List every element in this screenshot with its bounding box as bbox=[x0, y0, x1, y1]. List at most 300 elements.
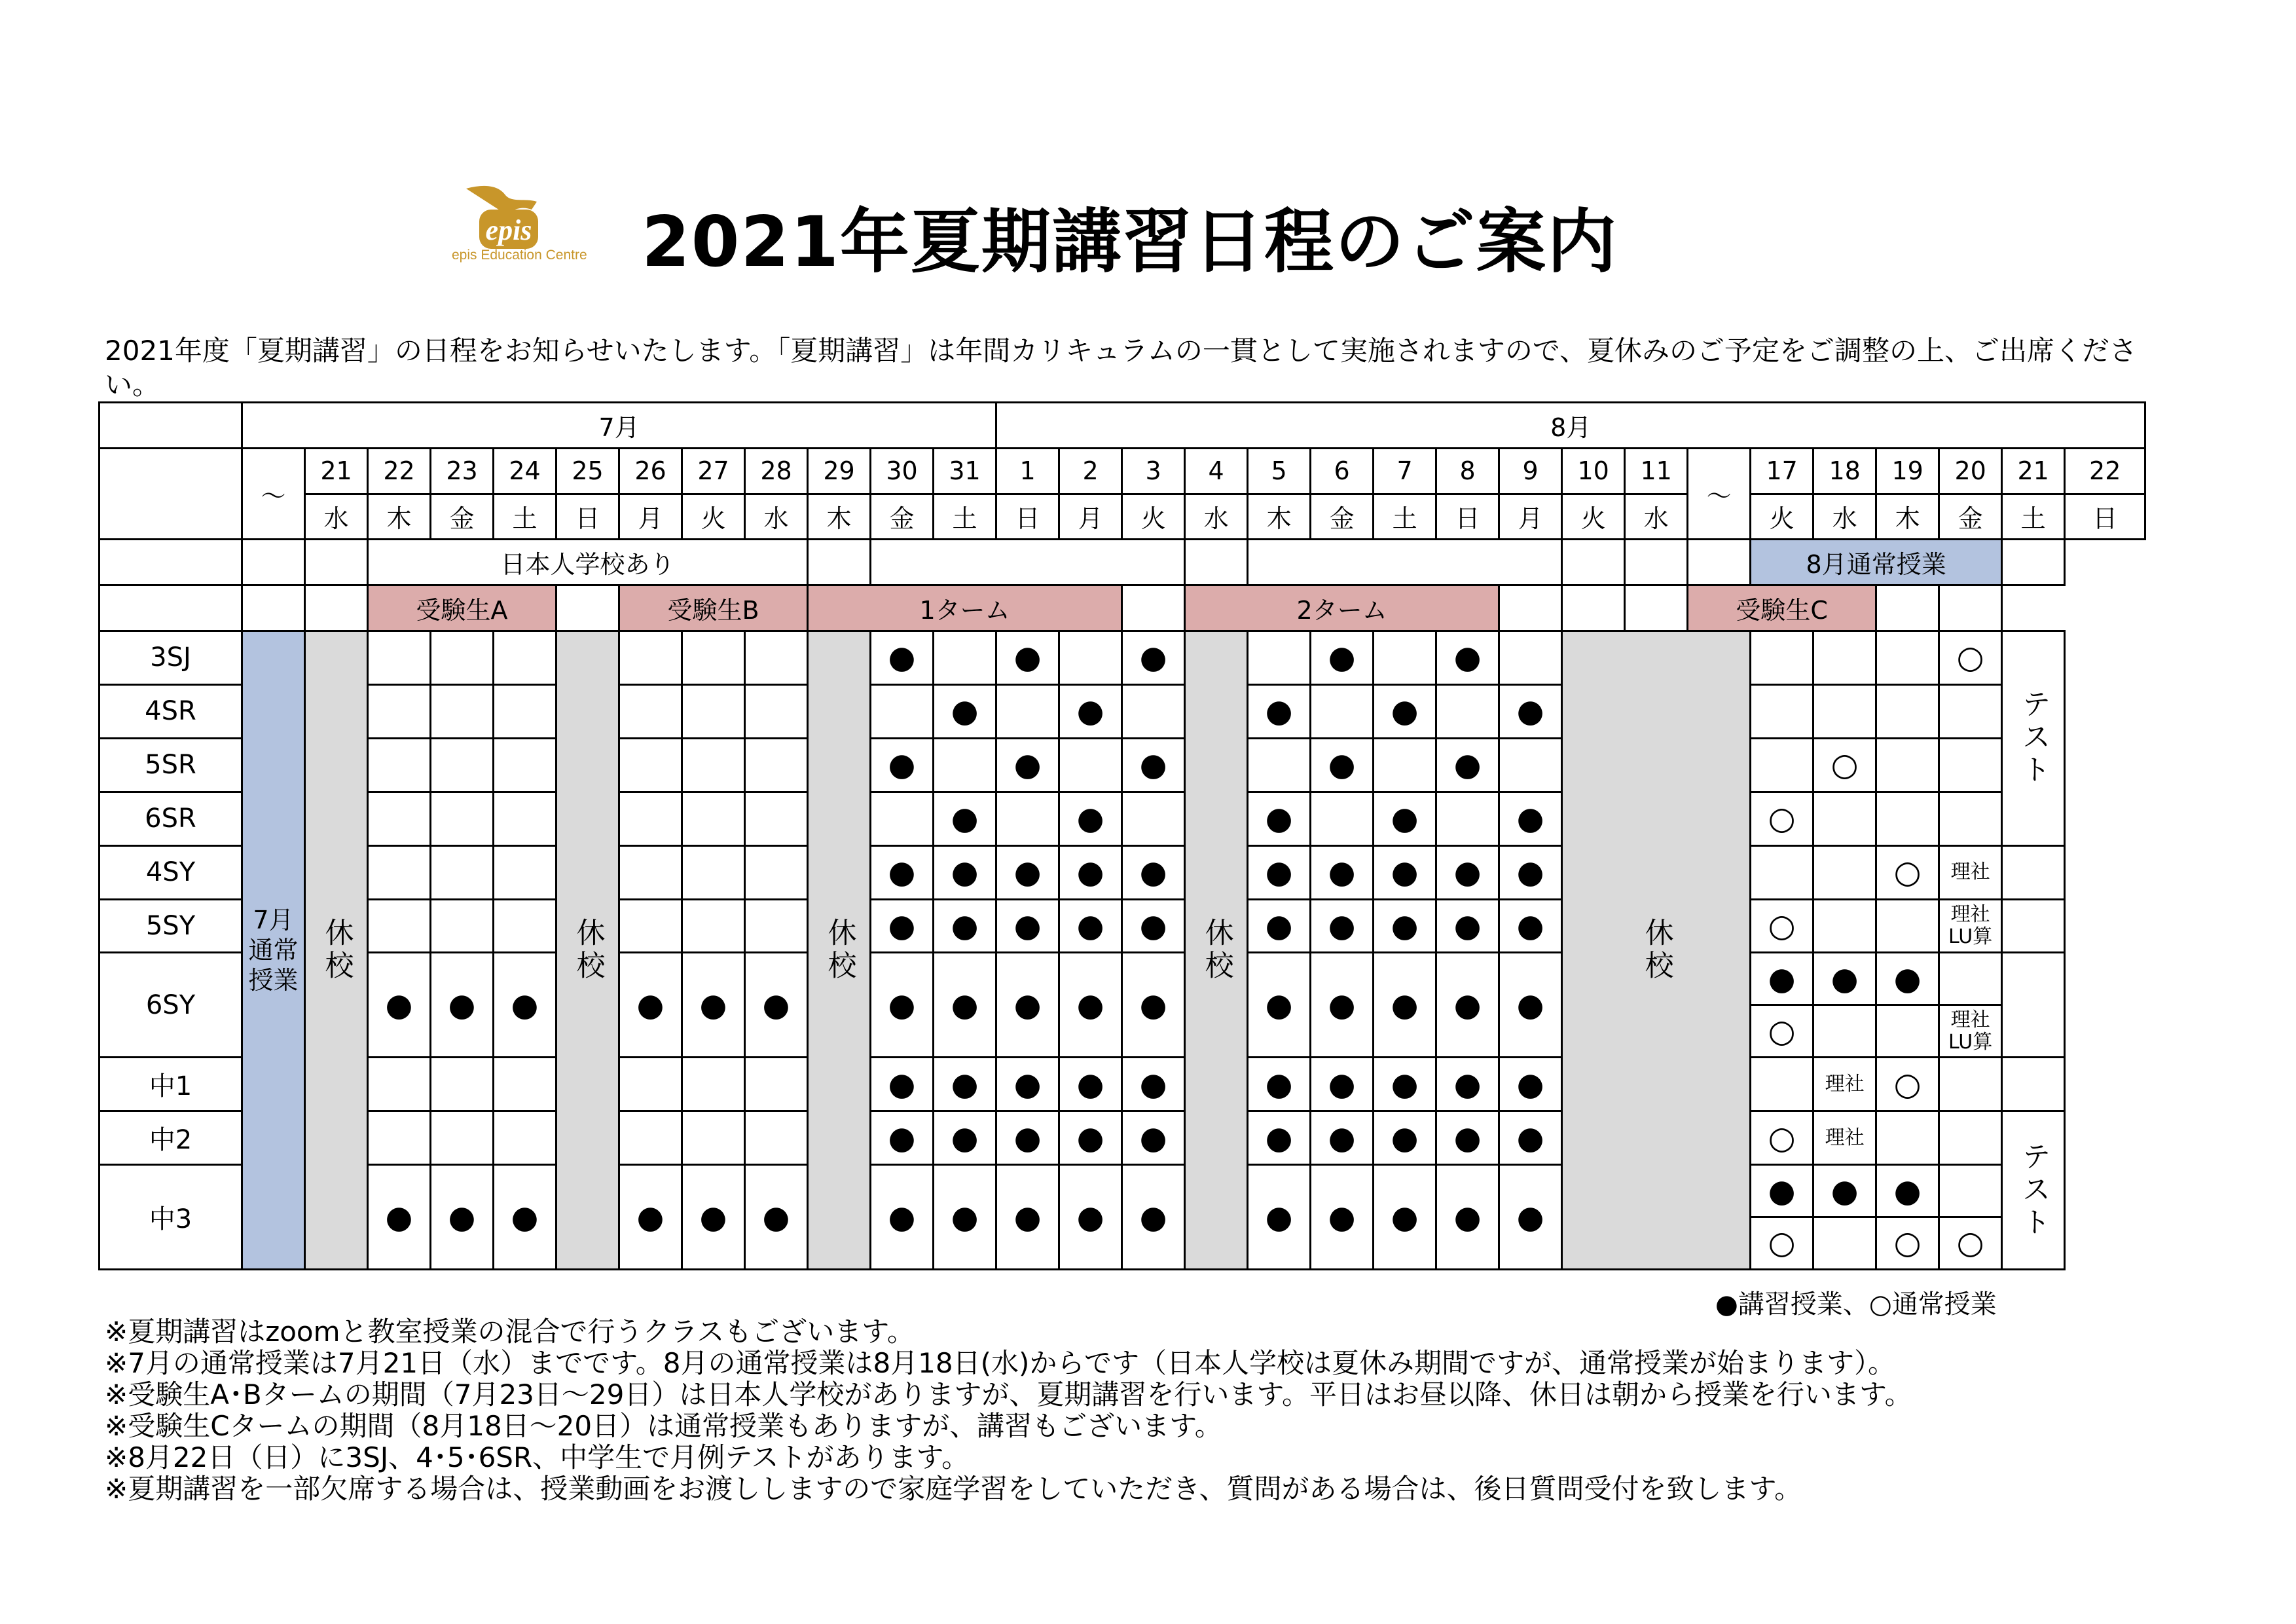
lesson-cell bbox=[619, 899, 682, 953]
weekday-cell: 金 bbox=[1311, 494, 1374, 540]
date-cell: 30 bbox=[871, 448, 934, 494]
c-term-cell bbox=[1939, 738, 2002, 792]
lesson-cell: ● bbox=[619, 953, 682, 1058]
lesson-cell: ● bbox=[996, 953, 1059, 1058]
lesson-cell: ● bbox=[1059, 684, 1122, 738]
weekday-cell: 木 bbox=[808, 494, 871, 540]
weekday-cell: 金 bbox=[431, 494, 494, 540]
lesson-cell: ● bbox=[1374, 1165, 1436, 1270]
lesson-cell bbox=[1122, 684, 1185, 738]
lesson-cell bbox=[745, 845, 808, 899]
table-cell bbox=[100, 585, 242, 631]
table-cell bbox=[1939, 585, 2002, 631]
c-term-cell bbox=[1751, 738, 1813, 792]
table-cell bbox=[305, 585, 368, 631]
lesson-cell bbox=[368, 684, 431, 738]
weekday-cell: 木 bbox=[1248, 494, 1311, 540]
month-july: 7月 bbox=[242, 403, 996, 449]
weekday-cell: 水 bbox=[1625, 494, 1688, 540]
lesson-cell bbox=[494, 738, 556, 792]
schedule-table bbox=[98, 401, 2146, 1270]
lesson-cell bbox=[368, 631, 431, 684]
lesson-cell bbox=[745, 1058, 808, 1111]
date-cell: 29 bbox=[808, 448, 871, 494]
lesson-cell: ● bbox=[1248, 1058, 1311, 1111]
lesson-cell bbox=[745, 738, 808, 792]
c-term-cell bbox=[1939, 1111, 2002, 1165]
c-term-cell: ● bbox=[1876, 953, 1939, 1005]
lesson-cell: ● bbox=[934, 845, 996, 899]
weekday-cell: 土 bbox=[934, 494, 996, 540]
weekday-cell: 月 bbox=[1059, 494, 1122, 540]
lesson-cell: ● bbox=[1499, 953, 1562, 1058]
lesson-cell: ● bbox=[1122, 631, 1185, 684]
svg-text:epis: epis bbox=[485, 214, 532, 246]
lesson-cell: ● bbox=[1248, 899, 1311, 953]
lesson-cell: ● bbox=[1248, 1165, 1311, 1270]
lesson-cell bbox=[619, 792, 682, 845]
logo-wordmark: epis Education Centre bbox=[452, 248, 587, 263]
lesson-cell: ● bbox=[1248, 953, 1311, 1058]
class-name: 4SY bbox=[100, 845, 242, 899]
weekday-cell: 日 bbox=[556, 494, 619, 540]
date-cell: 6 bbox=[1311, 448, 1374, 494]
lesson-cell: ● bbox=[871, 738, 934, 792]
weekday-cell: 月 bbox=[1499, 494, 1562, 540]
lesson-cell bbox=[619, 1058, 682, 1111]
lesson-cell: ● bbox=[871, 1058, 934, 1111]
c-term-cell: ○ bbox=[1751, 792, 1813, 845]
class-name: 3SJ bbox=[100, 631, 242, 684]
lesson-cell: ● bbox=[682, 1165, 745, 1270]
lesson-cell: ● bbox=[1059, 845, 1122, 899]
table-cell bbox=[1625, 585, 1688, 631]
c-term-cell: ○ bbox=[1751, 1005, 1813, 1058]
lesson-cell: ● bbox=[1311, 899, 1374, 953]
table-row bbox=[100, 845, 2145, 899]
lesson-cell: ● bbox=[871, 953, 934, 1058]
lesson-cell bbox=[1436, 684, 1499, 738]
table-cell bbox=[808, 540, 871, 585]
lesson-cell: ● bbox=[1499, 1165, 1562, 1270]
date-cell: 23 bbox=[431, 448, 494, 494]
lesson-cell: ● bbox=[619, 1165, 682, 1270]
weekday-cell: 火 bbox=[682, 494, 745, 540]
lesson-cell: ● bbox=[1311, 631, 1374, 684]
lesson-cell bbox=[934, 738, 996, 792]
c-term-cell bbox=[1876, 1005, 1939, 1058]
lesson-cell bbox=[494, 845, 556, 899]
note-item: ※7月の通常授業は7月21日（水）までです。8月の通常授業は8月18日(水)からです（日本人学校は夏休み期間ですが、通常授業が始まります）。 bbox=[105, 1347, 1895, 1379]
c-term-cell: ○ bbox=[1876, 845, 1939, 899]
closed-cell: 休校 bbox=[808, 631, 871, 1269]
lesson-cell bbox=[682, 1058, 745, 1111]
lesson-cell bbox=[1436, 792, 1499, 845]
lesson-cell: ● bbox=[1311, 1111, 1374, 1165]
lesson-cell: ● bbox=[1122, 738, 1185, 792]
class-name: 中1 bbox=[100, 1058, 242, 1111]
class-name: 6SY bbox=[100, 953, 242, 1058]
c-term-cell bbox=[1813, 1217, 1876, 1269]
weekday-cell: 木 bbox=[1876, 494, 1939, 540]
c-term-cell: ○ bbox=[1876, 1058, 1939, 1111]
weekday-cell: 日 bbox=[2065, 494, 2145, 540]
lesson-cell: ● bbox=[1436, 631, 1499, 684]
c-term-cell: ○ bbox=[1751, 899, 1813, 953]
weekday-cell: 火 bbox=[1122, 494, 1185, 540]
lesson-cell bbox=[682, 684, 745, 738]
c-term-cell bbox=[1939, 1165, 2002, 1217]
lesson-cell: ● bbox=[1059, 953, 1122, 1058]
lesson-cell: ● bbox=[934, 684, 996, 738]
lesson-cell bbox=[368, 845, 431, 899]
lesson-cell: ● bbox=[494, 953, 556, 1058]
c-term-cell: ● bbox=[1876, 1165, 1939, 1217]
lesson-cell: ● bbox=[368, 1165, 431, 1270]
table-row bbox=[100, 448, 2145, 494]
note-item: ※8月22日（日）に3SJ、4･5･6SR、中学生で月例テストがあります。 bbox=[105, 1441, 970, 1473]
c-term-cell bbox=[1939, 1058, 2002, 1111]
note-item: ※夏期講習はzoomと教室授業の混合で行うクラスもございます。 bbox=[105, 1316, 915, 1348]
lesson-cell bbox=[619, 738, 682, 792]
lesson-cell bbox=[494, 1058, 556, 1111]
class-name: 中3 bbox=[100, 1165, 242, 1270]
lesson-cell: ● bbox=[1499, 1058, 1562, 1111]
lesson-cell bbox=[682, 792, 745, 845]
date-cell: 2 bbox=[1059, 448, 1122, 494]
lesson-cell: ● bbox=[1374, 684, 1436, 738]
lesson-cell: ● bbox=[745, 1165, 808, 1270]
table-cell bbox=[1248, 540, 1562, 585]
lesson-cell bbox=[1499, 631, 1562, 684]
lesson-cell: ● bbox=[1122, 845, 1185, 899]
lesson-cell: ● bbox=[1248, 792, 1311, 845]
lesson-cell: ● bbox=[1059, 1165, 1122, 1270]
table-row bbox=[100, 953, 2145, 1005]
lesson-cell: ● bbox=[996, 631, 1059, 684]
c-term-cell bbox=[1876, 684, 1939, 738]
date-cell: 17 bbox=[1751, 448, 1813, 494]
c-term-cell bbox=[1751, 1058, 1813, 1111]
lesson-cell: ● bbox=[934, 1058, 996, 1111]
lesson-cell: ● bbox=[934, 1111, 996, 1165]
lesson-cell bbox=[619, 631, 682, 684]
lesson-cell: ● bbox=[1499, 899, 1562, 953]
band-juken-a: 受験生A bbox=[368, 585, 556, 631]
lesson-cell: ● bbox=[1499, 684, 1562, 738]
epis-logo bbox=[452, 183, 587, 268]
lesson-cell bbox=[431, 899, 494, 953]
page-title: 2021年夏期講習日程のご案内 bbox=[642, 202, 1618, 282]
table-row bbox=[100, 585, 2145, 631]
table-row bbox=[100, 792, 2145, 845]
note-item: ※受験生A･Bタームの期間（7月23日～29日）は日本人学校がありますが、夏期講習を行います。平日はお昼以降、休日は朝から授業を行います。 bbox=[105, 1378, 1912, 1411]
lesson-cell: ● bbox=[1374, 1111, 1436, 1165]
lesson-cell bbox=[682, 631, 745, 684]
c-term-cell: 理社 LU算 bbox=[1939, 1005, 2002, 1058]
date-cell: 25 bbox=[556, 448, 619, 494]
date-cell: 18 bbox=[1813, 448, 1876, 494]
lesson-cell: ● bbox=[1499, 845, 1562, 899]
lesson-cell: ● bbox=[1122, 1165, 1185, 1270]
table-cell bbox=[1562, 585, 1625, 631]
lesson-cell: ● bbox=[871, 631, 934, 684]
lesson-cell bbox=[934, 631, 996, 684]
c-term-cell bbox=[1939, 684, 2002, 738]
c-term-cell bbox=[1876, 899, 1939, 953]
date-cell: 3 bbox=[1122, 448, 1185, 494]
band-japanese-school: 日本人学校あり bbox=[368, 540, 808, 585]
lesson-cell bbox=[1374, 631, 1436, 684]
table-cell bbox=[242, 585, 305, 631]
date-cell: 21 bbox=[305, 448, 368, 494]
lesson-cell: ● bbox=[1374, 953, 1436, 1058]
legend: ●講習授業、○通常授業 bbox=[1715, 1289, 1997, 1320]
weekday-cell: 土 bbox=[1374, 494, 1436, 540]
epis-logo-mark bbox=[460, 183, 548, 255]
c-term-cell: ○ bbox=[1751, 1217, 1813, 1269]
intro-text: 2021年度「夏期講習」の日程をお知らせいたします。「夏期講習」は年間カリキュラムの一貫として実施されますので、夏休みのご予定をご調整の上、ご出席ください。 bbox=[105, 335, 2138, 401]
test-column-cell bbox=[2002, 1058, 2065, 1111]
lesson-cell bbox=[682, 1111, 745, 1165]
c-term-cell: ○ bbox=[1876, 1217, 1939, 1269]
c-term-cell bbox=[1813, 631, 1876, 684]
test-column-cell bbox=[2002, 953, 2065, 1058]
closed-cell: 休校 bbox=[1562, 631, 1751, 1269]
lesson-cell bbox=[368, 899, 431, 953]
lesson-cell: ● bbox=[494, 1165, 556, 1270]
table-row bbox=[100, 631, 2145, 684]
weekday-cell: 木 bbox=[368, 494, 431, 540]
weekday-cell: 水 bbox=[1813, 494, 1876, 540]
table-row bbox=[100, 1058, 2145, 1111]
table-row bbox=[100, 540, 2145, 585]
weekday-cell: 日 bbox=[996, 494, 1059, 540]
lesson-cell: ● bbox=[1311, 1058, 1374, 1111]
date-cell: 27 bbox=[682, 448, 745, 494]
lesson-cell: ● bbox=[1248, 1111, 1311, 1165]
date-cell: 22 bbox=[368, 448, 431, 494]
lesson-cell: ● bbox=[1059, 1111, 1122, 1165]
lesson-cell: ● bbox=[1436, 1111, 1499, 1165]
weekday-cell: 水 bbox=[305, 494, 368, 540]
c-term-cell bbox=[1876, 631, 1939, 684]
weekday-cell: 金 bbox=[871, 494, 934, 540]
lesson-cell bbox=[368, 738, 431, 792]
note-item: ※夏期講習を一部欠席する場合は、授業動画をお渡ししますので家庭学習をしていただき、質問がある場合は、後日質問受付を致します。 bbox=[105, 1473, 1802, 1505]
lesson-cell bbox=[431, 738, 494, 792]
lesson-cell: ● bbox=[1436, 845, 1499, 899]
lesson-cell bbox=[619, 845, 682, 899]
lesson-cell bbox=[1059, 738, 1122, 792]
lesson-cell: ● bbox=[934, 899, 996, 953]
table-row bbox=[100, 684, 2145, 738]
band-juken-b: 受験生B bbox=[619, 585, 808, 631]
c-term-cell bbox=[1751, 845, 1813, 899]
lesson-cell: ● bbox=[871, 1111, 934, 1165]
lesson-cell bbox=[745, 684, 808, 738]
lesson-cell bbox=[1059, 631, 1122, 684]
c-term-cell bbox=[1939, 792, 2002, 845]
c-term-cell: ○ bbox=[1813, 738, 1876, 792]
table-cell bbox=[556, 585, 619, 631]
date-cell: 28 bbox=[745, 448, 808, 494]
c-term-cell: 理社 bbox=[1939, 845, 2002, 899]
lesson-cell: ● bbox=[1436, 738, 1499, 792]
table-cell bbox=[1185, 540, 1248, 585]
c-term-cell: ● bbox=[1751, 1165, 1813, 1217]
tilde-cell: ～ bbox=[242, 448, 305, 540]
weekday-cell: 火 bbox=[1751, 494, 1813, 540]
c-term-cell bbox=[1813, 845, 1876, 899]
lesson-cell: ● bbox=[1311, 738, 1374, 792]
c-term-cell bbox=[1939, 953, 2002, 1005]
weekday-cell: 金 bbox=[1939, 494, 2002, 540]
date-cell: 10 bbox=[1562, 448, 1625, 494]
c-term-cell: 理社 bbox=[1813, 1058, 1876, 1111]
lesson-cell: ● bbox=[871, 845, 934, 899]
lesson-cell: ● bbox=[934, 953, 996, 1058]
lesson-cell bbox=[682, 899, 745, 953]
lesson-cell: ● bbox=[1248, 845, 1311, 899]
table-cell bbox=[1625, 540, 1688, 585]
c-term-cell: 理社 bbox=[1813, 1111, 1876, 1165]
lesson-cell bbox=[368, 1111, 431, 1165]
lesson-cell bbox=[996, 792, 1059, 845]
lesson-cell: ● bbox=[682, 953, 745, 1058]
lesson-cell: ● bbox=[1499, 1111, 1562, 1165]
lesson-cell bbox=[368, 1058, 431, 1111]
c-term-cell: ○ bbox=[1939, 1217, 2002, 1269]
c-term-cell bbox=[1751, 631, 1813, 684]
lesson-cell bbox=[494, 684, 556, 738]
lesson-cell bbox=[494, 1111, 556, 1165]
table-cell bbox=[1562, 540, 1625, 585]
table-row bbox=[100, 1111, 2145, 1165]
date-cell: 19 bbox=[1876, 448, 1939, 494]
date-cell: 9 bbox=[1499, 448, 1562, 494]
lesson-cell: ● bbox=[934, 1165, 996, 1270]
lesson-cell: ● bbox=[1436, 953, 1499, 1058]
c-term-cell bbox=[1876, 738, 1939, 792]
lesson-cell: ● bbox=[1122, 1111, 1185, 1165]
table-cell bbox=[242, 540, 305, 585]
test-cell: テスト bbox=[2002, 631, 2065, 845]
lesson-cell bbox=[1499, 738, 1562, 792]
lesson-cell: ● bbox=[1374, 1058, 1436, 1111]
lesson-cell bbox=[1311, 792, 1374, 845]
lesson-cell bbox=[431, 631, 494, 684]
table-cell bbox=[2002, 540, 2065, 585]
date-cell: 24 bbox=[494, 448, 556, 494]
lesson-cell: ● bbox=[431, 953, 494, 1058]
lesson-cell: ● bbox=[1374, 792, 1436, 845]
lesson-cell: ● bbox=[1248, 684, 1311, 738]
weekday-cell: 日 bbox=[1436, 494, 1499, 540]
lesson-cell bbox=[1374, 738, 1436, 792]
lesson-cell bbox=[1248, 738, 1311, 792]
lesson-cell bbox=[368, 792, 431, 845]
lesson-cell bbox=[996, 684, 1059, 738]
lesson-cell: ● bbox=[996, 1165, 1059, 1270]
lesson-cell: ● bbox=[1374, 899, 1436, 953]
date-cell: 26 bbox=[619, 448, 682, 494]
lesson-cell: ● bbox=[1059, 792, 1122, 845]
c-term-cell bbox=[1813, 792, 1876, 845]
c-term-cell bbox=[1813, 1005, 1876, 1058]
weekday-cell: 水 bbox=[745, 494, 808, 540]
weekday-cell: 土 bbox=[2002, 494, 2065, 540]
lesson-cell: ● bbox=[996, 738, 1059, 792]
lesson-cell bbox=[494, 631, 556, 684]
lesson-cell: ● bbox=[1122, 1058, 1185, 1111]
c-term-cell bbox=[1751, 684, 1813, 738]
date-cell: ～ bbox=[1688, 448, 1751, 540]
table-cell bbox=[871, 540, 1185, 585]
weekday-cell: 火 bbox=[1562, 494, 1625, 540]
c-term-cell bbox=[1813, 899, 1876, 953]
table-row bbox=[100, 738, 2145, 792]
date-cell: 21 bbox=[2002, 448, 2065, 494]
c-term-cell bbox=[1813, 684, 1876, 738]
c-term-cell: ● bbox=[1813, 953, 1876, 1005]
lesson-cell bbox=[431, 684, 494, 738]
lesson-cell bbox=[745, 631, 808, 684]
lesson-cell: ● bbox=[1436, 1058, 1499, 1111]
date-cell: 1 bbox=[996, 448, 1059, 494]
lesson-cell: ● bbox=[1436, 1165, 1499, 1270]
table-cell bbox=[1688, 540, 1751, 585]
band-term-2: 2ターム bbox=[1185, 585, 1499, 631]
note-item: ※受験生Cタームの期間（8月18日～20日）は通常授業もありますが、講習もございます。 bbox=[105, 1410, 1222, 1442]
c-term-cell bbox=[1876, 1111, 1939, 1165]
closed-cell: 休校 bbox=[1185, 631, 1248, 1269]
lesson-cell: ● bbox=[996, 1111, 1059, 1165]
lesson-cell bbox=[745, 792, 808, 845]
table-cell bbox=[1499, 585, 1562, 631]
date-cell: 8 bbox=[1436, 448, 1499, 494]
lesson-cell bbox=[431, 792, 494, 845]
weekday-cell: 土 bbox=[494, 494, 556, 540]
test-column-cell bbox=[2002, 845, 2065, 899]
lesson-cell: ● bbox=[871, 1165, 934, 1270]
table-cell bbox=[305, 540, 368, 585]
table-row bbox=[100, 403, 2145, 449]
lesson-cell bbox=[871, 792, 934, 845]
class-name: 5SR bbox=[100, 738, 242, 792]
notes bbox=[105, 1316, 2232, 1505]
closed-cell: 休校 bbox=[305, 631, 368, 1269]
table-cell bbox=[100, 540, 242, 585]
lesson-cell: ● bbox=[745, 953, 808, 1058]
lesson-cell: ● bbox=[1374, 845, 1436, 899]
july-regular-cell: 7月通常授業 bbox=[242, 631, 305, 1269]
lesson-cell bbox=[871, 684, 934, 738]
lesson-cell: ● bbox=[1059, 1058, 1122, 1111]
lesson-cell bbox=[745, 1111, 808, 1165]
closed-cell: 休校 bbox=[556, 631, 619, 1269]
lesson-cell bbox=[745, 899, 808, 953]
lesson-cell: ● bbox=[368, 953, 431, 1058]
test-column-cell bbox=[2002, 899, 2065, 953]
lesson-cell: ● bbox=[996, 845, 1059, 899]
c-term-cell: 理社 LU算 bbox=[1939, 899, 2002, 953]
lesson-cell bbox=[494, 899, 556, 953]
test-cell: テスト bbox=[2002, 1111, 2065, 1270]
date-cell: 20 bbox=[1939, 448, 2002, 494]
band-aug-regular: 8月通常授業 bbox=[1751, 540, 2002, 585]
lesson-cell bbox=[431, 845, 494, 899]
